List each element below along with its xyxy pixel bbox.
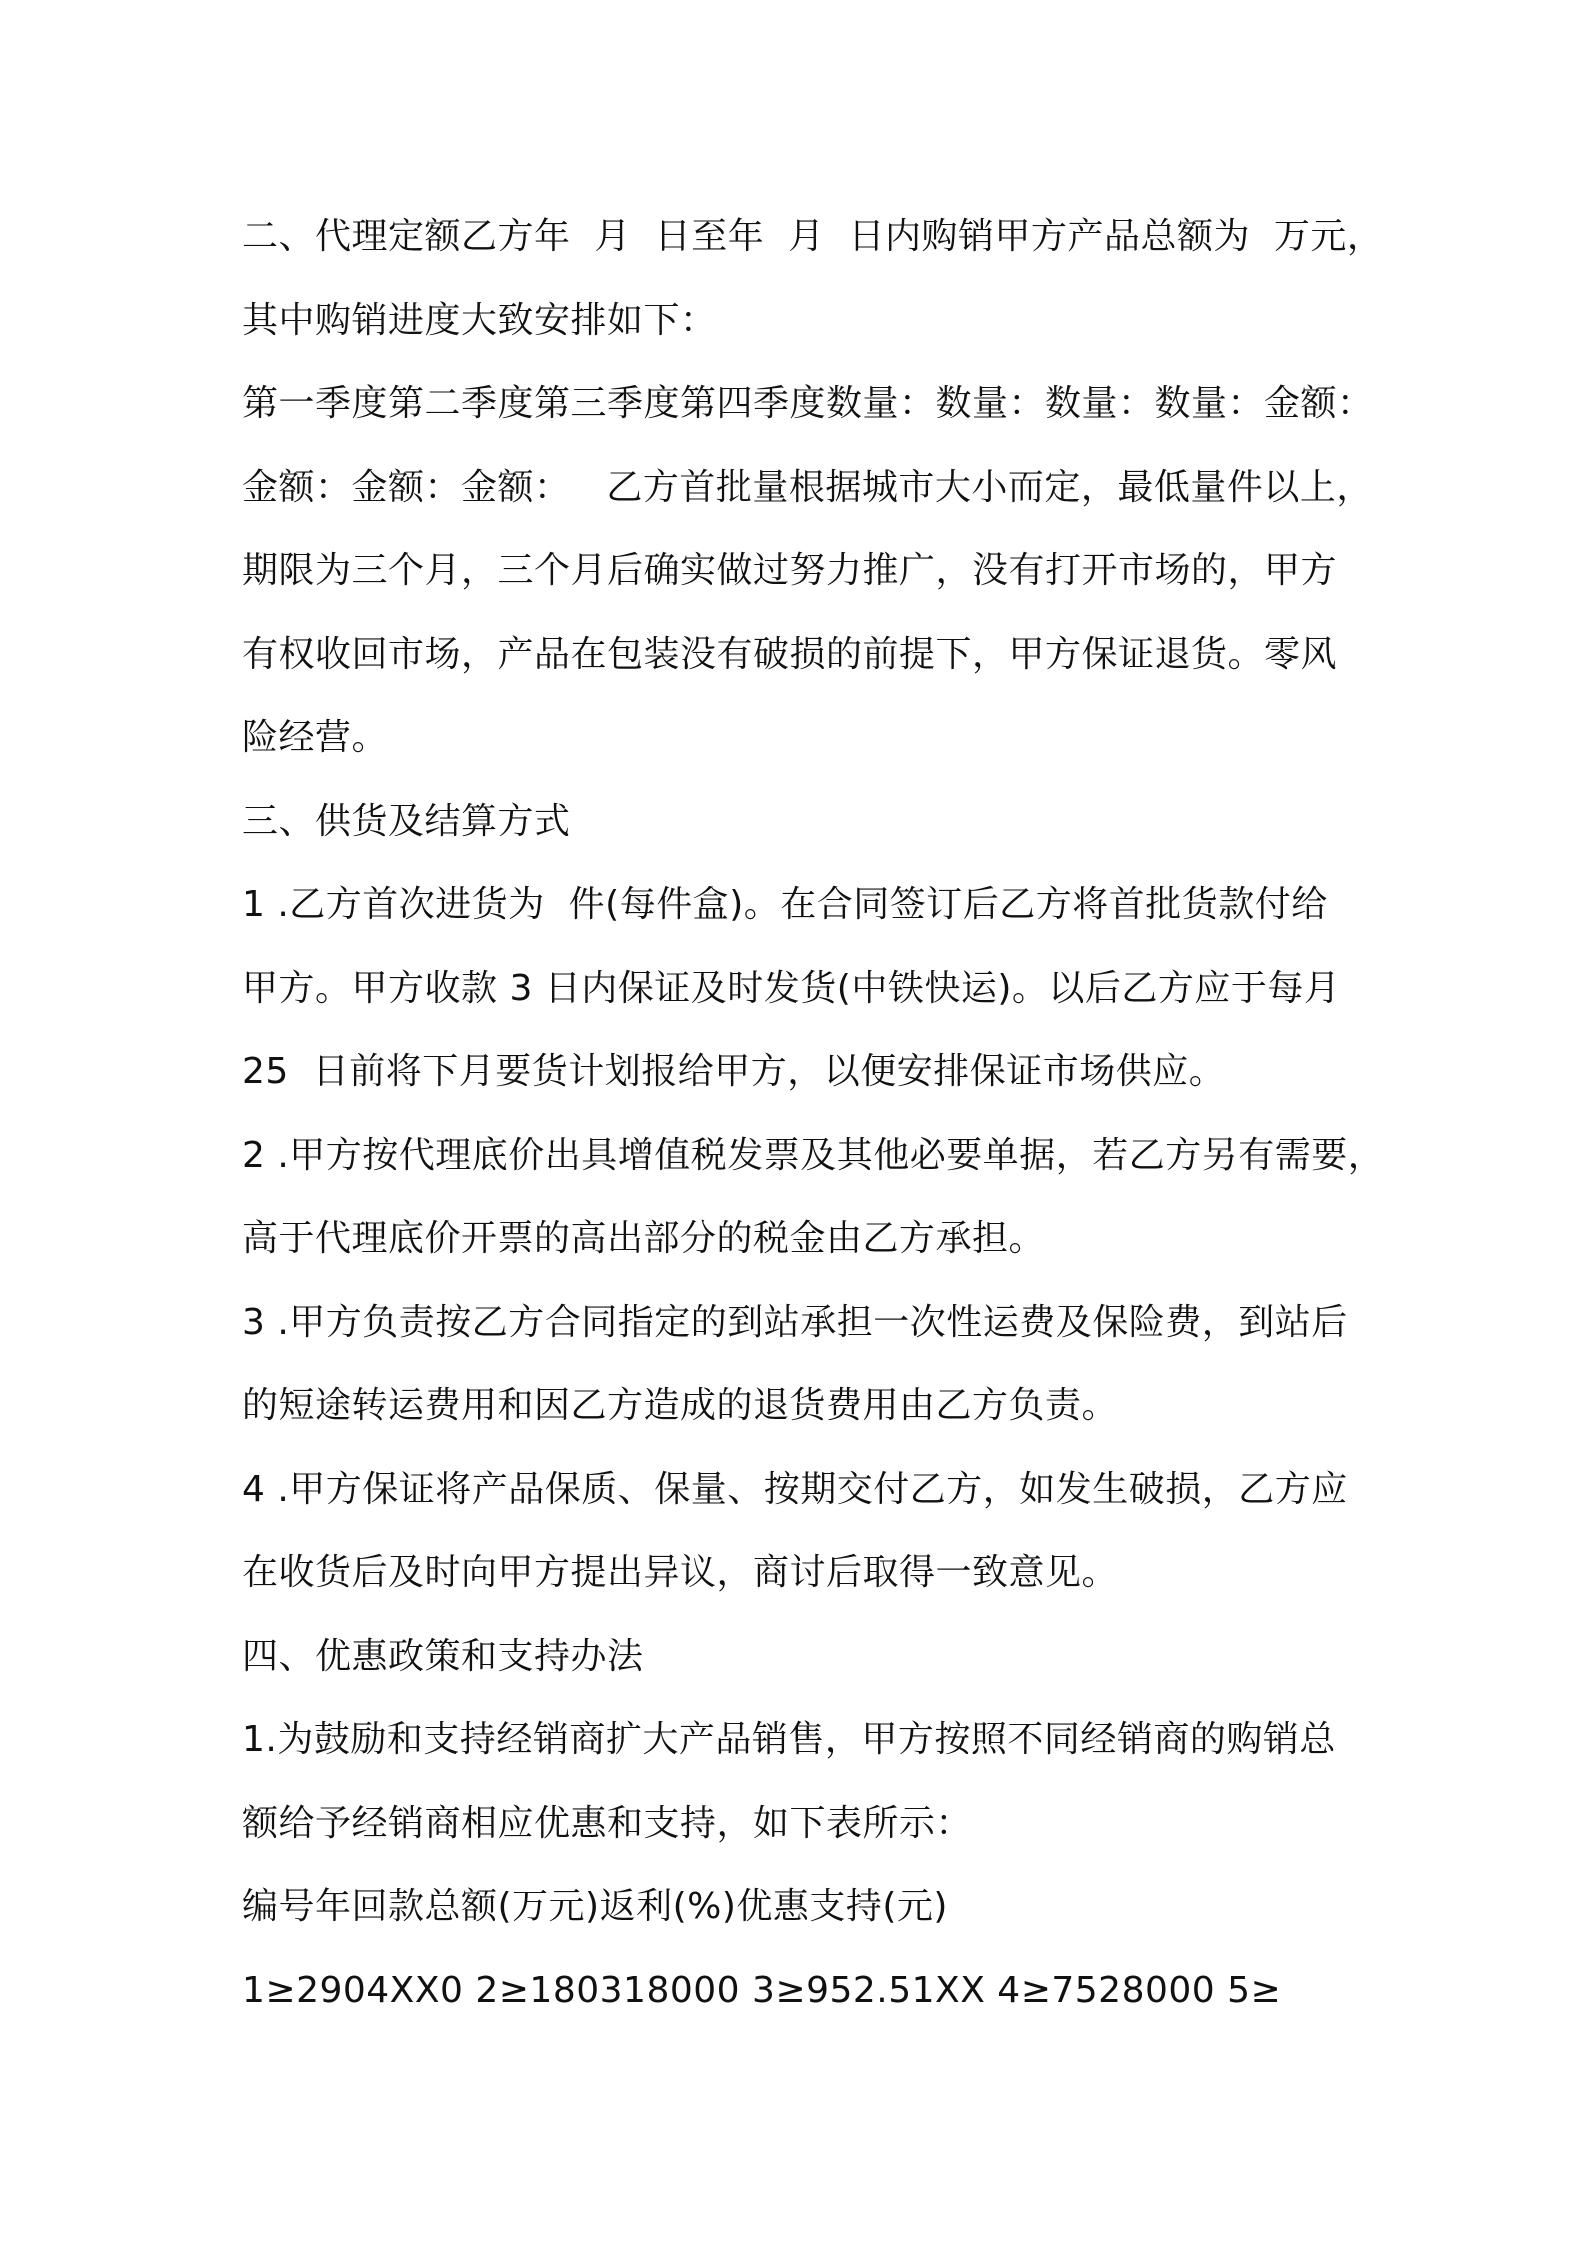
text-line: 高于代理底价开票的高出部分的税金由乙方承担。	[242, 1218, 1046, 1259]
text-line: 3 .甲方负责按乙方合同指定的到站承担一次性运费及保险费，到站后	[242, 1301, 1348, 1343]
table-header-line: 编号年回款总额(万元)返利(%)优惠支持(元)	[242, 1886, 948, 1927]
text-line: 1.为鼓励和支持经销商扩大产品销售，甲方按照不同经销商的购销总	[242, 1719, 1336, 1760]
text-line: 在收货后及时向甲方提出异议，商讨后取得一致意见。	[242, 1552, 1119, 1593]
text-line: 4 .甲方保证将产品保质、保量、按期交付乙方，如发生破损，乙方应	[242, 1468, 1348, 1510]
text-line: 金额：金额：金额： 乙方首批量根据城市大小而定，最低量件以上，	[242, 466, 1373, 508]
text-line: 25 日前将下月要货计划报给甲方，以便安排保证市场供应。	[242, 1051, 1226, 1092]
text-line: 第一季度第二季度第三季度第四季度数量：数量：数量：数量：金额：	[242, 383, 1374, 424]
text-line: 二、代理定额乙方年 月 日至年 月 日内购销甲方产品总额为 万元，	[242, 216, 1384, 257]
section-heading: 三、供货及结算方式	[242, 800, 571, 842]
text-line: 额给予经销商相应优惠和支持，如下表所示：	[242, 1802, 973, 1844]
document-body	[242, 195, 1385, 2032]
text-line: 的短途转运费用和因乙方造成的退货费用由乙方负责。	[242, 1385, 1119, 1426]
text-line: 期限为三个月，三个月后确实做过努力推广，没有打开市场的，甲方	[242, 550, 1338, 591]
text-line: 有权收回市场，产品在包装没有破损的前提下，甲方保证退货。零风	[242, 633, 1338, 675]
section-heading: 四、优惠政策和支持办法	[242, 1635, 644, 1677]
text-line: 险经营。	[242, 717, 389, 758]
text-line: 1 .乙方首次进货为 件(每件盒)。在合同签订后乙方将首批货款付给	[242, 884, 1328, 925]
text-line: 其中购销进度大致安排如下：	[242, 299, 717, 341]
table-data-line: 1≥2904XX0 2≥180318000 3≥952.51XX 4≥7528000 5≥	[242, 1969, 1282, 2011]
text-line: 2 .甲方按代理底价出具增值税发票及其他必要单据，若乙方另有需要，	[242, 1134, 1385, 1176]
text-line: 甲方。甲方收款 3 日内保证及时发货(中铁快运)。以后乙方应于每月	[242, 967, 1341, 1009]
